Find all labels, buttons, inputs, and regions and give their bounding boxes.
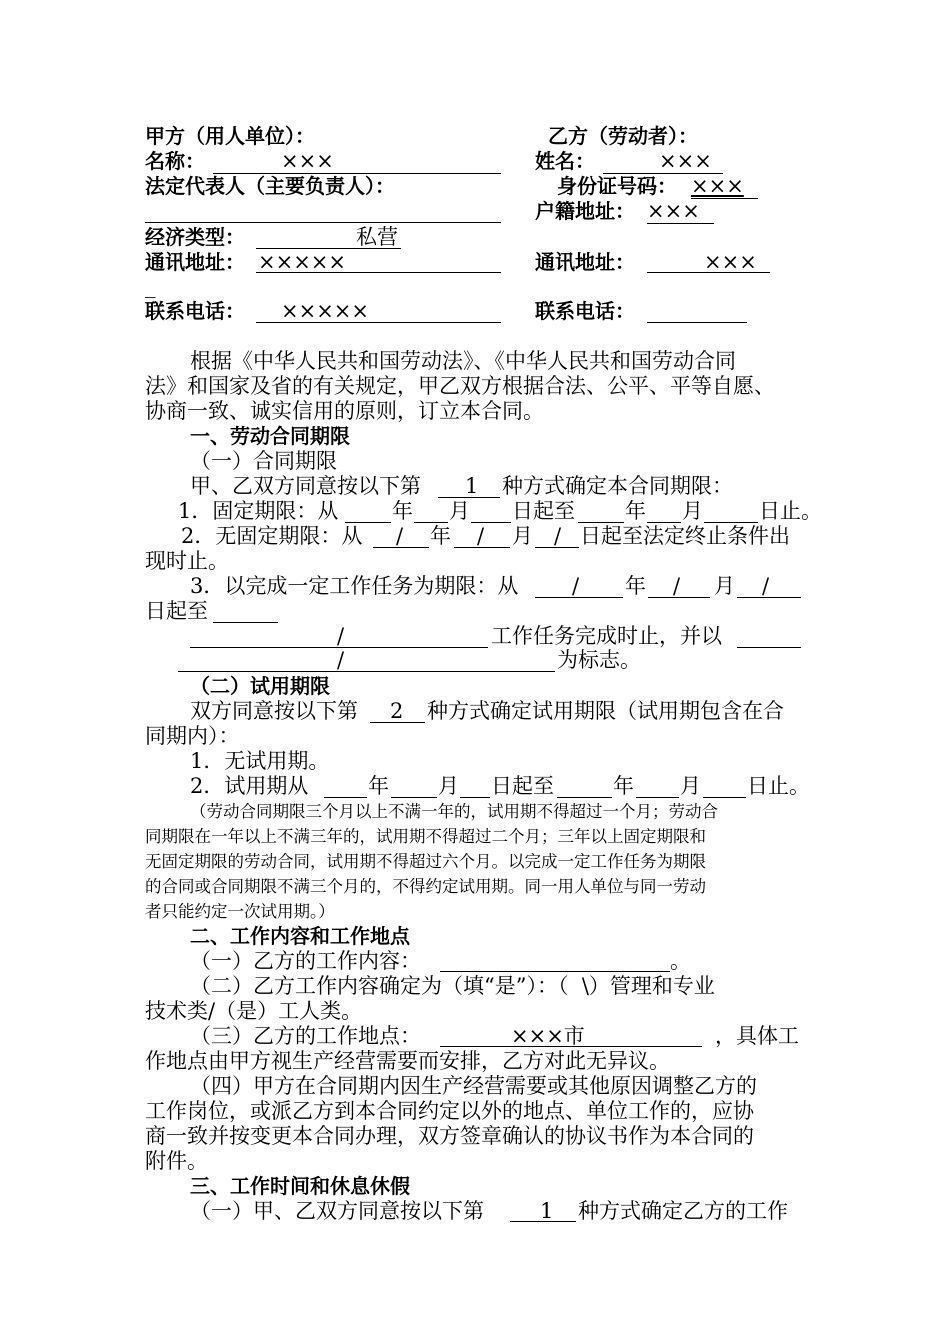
s1-opt2-month: 月: [512, 524, 533, 548]
s1-opt2-a: 2．无固定期限：从: [181, 524, 363, 548]
s1-p2-opt2-blank-4: [557, 797, 612, 798]
b-phone-label: 联系电话：: [535, 299, 635, 323]
section-2-title: 二、工作内容和工作地点: [190, 924, 410, 948]
s1-p1-a: 甲、乙双方同意按以下第: [190, 474, 421, 498]
s1-p2-opt2-to: 日起至: [491, 774, 554, 798]
addr-label: 通讯地址：: [145, 250, 245, 274]
note-line-2: 同期限在一年以上不满三年的，试用期不得超过二个月；三年以上固定期限和: [145, 827, 706, 846]
s1-opt1-year: 年: [392, 499, 413, 523]
note-line-5: 者只能约定一次试用期。）: [145, 902, 335, 921]
econ-label: 经济类型：: [145, 225, 245, 249]
s1-opt3-slash-2: /: [673, 574, 681, 598]
s1-opt3-a: 3．以完成一定工作任务为期限：从: [190, 574, 519, 598]
s1-opt3-c: 工作任务完成时止，并以: [491, 624, 722, 648]
b-name-value: ×××: [659, 149, 712, 173]
s1-p2-opt2-month2: 月: [680, 774, 701, 798]
s2-p3-val: ×××市: [511, 1024, 585, 1048]
stray-mark: _: [145, 274, 156, 298]
s1-opt3-b: 日起至: [145, 599, 208, 623]
s1-opt1-day-to: 日起至: [512, 499, 575, 523]
phone-value: ×××××: [281, 299, 369, 323]
s1-p2-opt2-blank-5: [636, 797, 679, 798]
s1-p1-b: 种方式确定本合同期限：: [502, 474, 733, 498]
s2-p1-blank: [440, 971, 670, 972]
s2-p3-a: （三）乙方的工作地点：: [190, 1024, 421, 1048]
household-value: ×××: [647, 199, 700, 223]
note-line-1: （劳动合同期限三个月以上不满一年的，试用期不得超过一个月；劳动合: [190, 802, 718, 821]
household-underline: [647, 223, 714, 224]
s1-p2-opt2-blank-1: [324, 797, 367, 798]
s1-opt2-slash-2: /: [477, 524, 485, 548]
b-phone-underline: [647, 322, 747, 323]
s1-opt1-month2: 月: [682, 499, 703, 523]
s1-sub-1: （一）合同期限: [190, 449, 337, 473]
id-label: 身份证号码：: [557, 174, 677, 198]
s1-p2-opt2-month: 月: [438, 774, 459, 798]
s1-opt1-end: 日止。: [759, 499, 822, 523]
s1-p1-num: 1: [465, 474, 479, 498]
section-1-title: 一、劳动合同期限: [190, 424, 350, 448]
s1-opt3-blank-7: [178, 671, 555, 672]
s1-p2-opt2-year2: 年: [613, 774, 634, 798]
s1-opt2-slash-3: /: [554, 524, 562, 548]
s1-opt1-blank-1: [345, 522, 391, 523]
b-addr-label: 通讯地址：: [535, 250, 635, 274]
s1-opt3-d: 为标志。: [557, 648, 641, 672]
s1-opt3-slash-4: /: [337, 624, 345, 648]
b-addr-value: ×××: [704, 250, 757, 274]
s1-p2-b: 种方式确定试用期限（试用期包含在合: [427, 699, 784, 723]
s1-opt3-slash-3: /: [762, 574, 770, 598]
s1-opt1-blank-5: [647, 522, 681, 523]
s1-opt2-c: 现时止。: [145, 549, 229, 573]
note-line-4: 的合同或合同期限不满三个月的，不得约定试用期。同一用人单位与同一劳动: [145, 877, 706, 896]
legal-rep-underline: [145, 222, 501, 223]
s1-sub-2: （二）试用期限: [190, 674, 330, 698]
s1-opt2-b: 日起至法定终止条件出: [580, 524, 790, 548]
legal-rep-label: 法定代表人（主要负责人）：: [145, 174, 395, 198]
s1-opt2-year: 年: [430, 524, 451, 548]
household-label: 户籍地址：: [535, 199, 635, 223]
s1-opt1-blank-3: [471, 522, 511, 523]
intro-line-3: 协商一致、诚实信用的原则，订立本合同。: [145, 399, 544, 423]
s1-p2-opt1: 1．无试用期。: [190, 749, 330, 773]
s1-opt3-slash-1: /: [572, 574, 580, 598]
s1-p2-a: 双方同意按以下第: [190, 699, 358, 723]
s2-p4-a: （四）甲方在合同期内因生产经营需要或其他原因调整乙方的: [190, 1074, 757, 1098]
s1-opt1-blank-4: [578, 522, 624, 523]
party-a-title: 甲方（用人单位）：: [145, 124, 315, 148]
s1-opt1-month: 月: [449, 499, 470, 523]
party-b-title: 乙方（劳动者）：: [548, 124, 698, 148]
s3-p1-a: （一）甲、乙双方同意按以下第: [190, 1199, 484, 1223]
s1-p2-num: 2: [390, 699, 404, 723]
s2-p2-b: 技术类/（是）工人类。: [145, 999, 363, 1023]
s1-p2-opt2-end: 日止。: [747, 774, 810, 798]
s1-p2-opt2-blank-3: [460, 797, 490, 798]
s1-opt2-slash-1: /: [396, 524, 404, 548]
s1-p2-opt2-a: 2．试用期从: [190, 774, 309, 798]
s2-p2-a: （二）乙方工作内容确定为（填“是”）：（ \）管理和专业: [190, 974, 715, 998]
s1-p2-opt2-year: 年: [368, 774, 389, 798]
s1-opt3-year: 年: [625, 574, 646, 598]
s2-p4-c: 商一致并按变更本合同办理，双方签章确认的协议书作为本合同的: [145, 1124, 754, 1148]
b-name-label: 姓名：: [535, 149, 595, 173]
s1-p2-opt2-blank-6: [703, 797, 746, 798]
s3-p1-b: 种方式确定乙方的工作: [578, 1199, 788, 1223]
id-underline: [691, 198, 758, 199]
id-value: ×××: [691, 174, 744, 198]
econ-value: 私营: [356, 225, 398, 249]
s2-p1-a: （一）乙方的工作内容：: [190, 949, 421, 973]
s2-p1-end: 。: [670, 949, 691, 973]
s2-p3-b: ，具体工: [715, 1024, 799, 1048]
s1-opt1-a: 1．固定期限：从: [178, 499, 339, 523]
s1-opt1-year2: 年: [625, 499, 646, 523]
name-value: ×××: [281, 149, 334, 173]
intro-line-2: 法》和国家及省的有关规定，甲乙双方根据合法、公平、平等自愿、: [145, 374, 775, 398]
s1-opt3-month: 月: [714, 574, 735, 598]
s1-opt3-blank-6: [737, 647, 801, 648]
s1-p2-opt2-blank-2: [391, 797, 437, 798]
s1-opt1-blank-6: [704, 522, 758, 523]
s1-opt3-slash-5: /: [337, 648, 345, 672]
s2-p3-c: 作地点由甲方视生产经营需要而安排，乙方对此无异议。: [145, 1049, 670, 1073]
section-3-title: 三、工作时间和休息休假: [190, 1174, 410, 1198]
addr-value: ×××××: [258, 250, 346, 274]
intro-line-1: 根据《中华人民共和国劳动法》、《中华人民共和国劳动合同: [190, 349, 736, 373]
name-label: 名称：: [145, 149, 205, 173]
s1-opt3-blank-4: [213, 622, 278, 623]
phone-label: 联系电话：: [145, 299, 245, 323]
s1-p2-c: 同期内）：: [145, 724, 240, 748]
s2-p4-d: 附件。: [145, 1149, 208, 1173]
s1-opt1-blank-2: [414, 522, 448, 523]
note-line-3: 无固定期限的劳动合同，试用期不得超过六个月。以完成一定工作任务为期限: [145, 852, 706, 871]
s3-p1-num: 1: [540, 1199, 554, 1223]
s2-p4-b: 工作岗位，或派乙方到本合同约定以外的地点、单位工作的，应协: [145, 1099, 754, 1123]
